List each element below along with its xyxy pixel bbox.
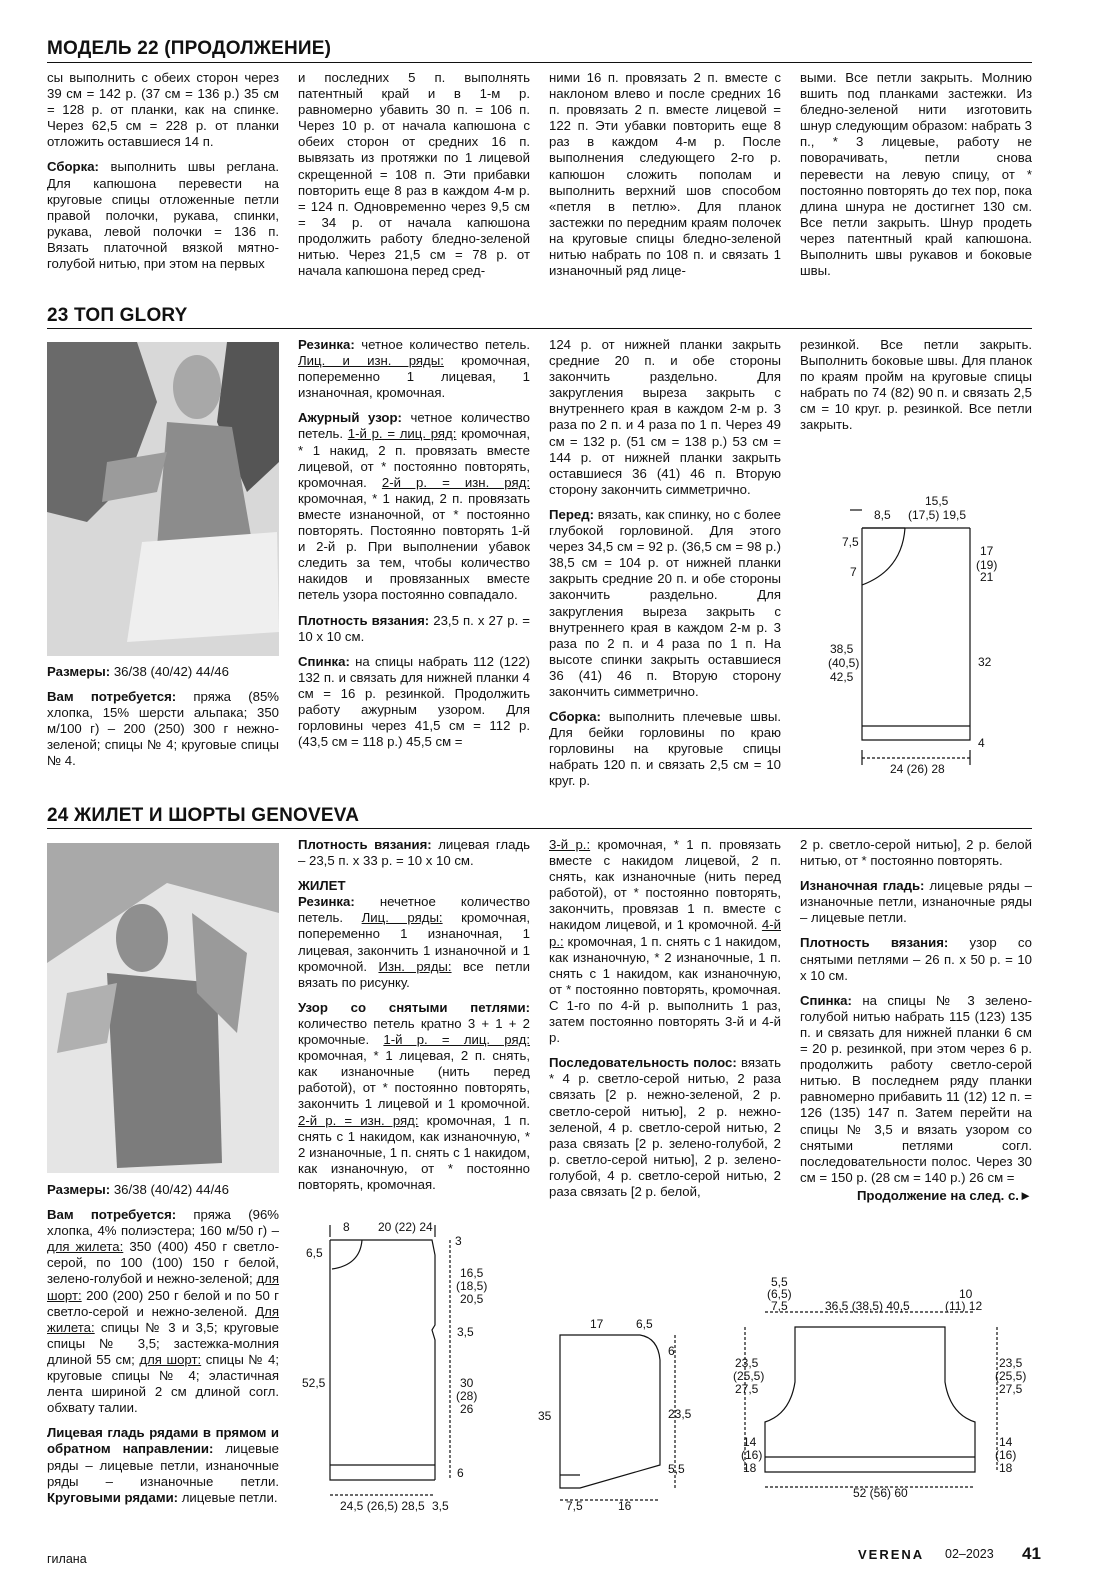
- d23-lm2: (40,5): [828, 656, 860, 670]
- d24a-lm: 52,5: [302, 1376, 326, 1390]
- d24b-l1: 35: [538, 1409, 552, 1423]
- front-schematic: [735, 1272, 1035, 1512]
- d24a-r4a: 30: [460, 1376, 474, 1390]
- s24-col4: 2 р. светло-серой нитью], 2 р. белой нитью, от * постоянно повторять. Изнаночная гладь: лицевые ряды – изнаночные петли, изнаночные ряды – лицевые петли. Плотность вязания: узор со снятыми петлями – 26 п. х 50 р. = 10 х 10 см. Спинка: на спицы № 3 зелено-голубой нитью набрать 115 (123) 135 п. и связать для нижней планки 6 см = 20 р. резинкой, при этом через 6 р. продолжить работу светло-серой нитью. В последнем ряду планки равномерно прибавить 11 (12) 12 п. = 126 (135) 147 п. Затем перейти на спицы № 3,5 и вязать узором со снятыми петлями согл. последовательности полос. Через 30 см = 150 р. (28 см = 140 р.) 26 см = Продолжение на след. с.►: [800, 837, 1032, 1203]
- page-number: 41: [1022, 1544, 1041, 1563]
- d23-lm1: 38,5: [830, 642, 854, 656]
- d24b-r2: 23,5: [668, 1407, 692, 1421]
- d24a-r2b: (18,5): [456, 1279, 488, 1293]
- d24a-r2a: 16,5: [460, 1266, 484, 1280]
- section-23-title: 23 ТОП GLORY: [47, 305, 188, 326]
- d23-r2: (19): [976, 558, 998, 572]
- magazine-name: VERENA: [858, 1547, 925, 1562]
- s22-col3: ними 16 п. провязать 2 п. вместе с наклоном влево и после средних 16 п. провязать 2 п. вместе лицевой = 122 п. Эти убавки повторить еще 8 раз в каждом 4-м р. После выполнения следующего 2-го р. капюшон сложить пополам и выполнить верхний шов способом «петля в петлю». Для планок застежки по передним краям полочек на круговые спицы бледно-зеленой нитью набрать по 108 п. и связать 1 изнаночный ряд лице-: [549, 70, 781, 279]
- d24c-r2a: 14: [999, 1435, 1013, 1449]
- vest-schematic: [300, 1215, 500, 1515]
- d24c-r1a: 23,5: [999, 1356, 1023, 1370]
- d23-r1: 17: [980, 544, 994, 558]
- s23-col3: 124 р. от нижней планки закрыть средние 20 п. и обе стороны закончить раздельно. Для закругления выреза закрыть с внутреннего края в каждом 2-м р. 3 раза по 2 п. и 4 раза по 1 п. Через 49 см = 132 р. (51 см = 138 р.) 53 см = 144 р. от нижней планки закрыть оставшиеся 36 (41) 46 п. Вторую сторону закончить симметрично. Перед: вязать, как спинку, но с более глубокой горловиной. Для этого через 34,5 см = 92 р. (36,5 см = 98 р.) 38,5 см = 104 р. от нижней планки закрыть средние 20 п. и обе стороны закончить раздельно. Для закругления выреза закрыть с внутреннего края в каждом 2-м р. 3 раза по 2 п. и 4 раза по 1 п. На высоте спинки закрыть оставшиеся 36 (41) 46 п. Вторую сторону закончить симметрично. Сборка: выполнить плечевые швы. Для бейки горловины по краю горловины на круговые спицы набрать 120 п. и связать 2,5 см = 10 круг. р.: [549, 337, 781, 789]
- s23-col4: резинкой. Все петли закрыть. Выполнить боковые швы. Для планок по краям пройм на круговые спицы набрать по 74 (82) 90 п. и связать 2,5 см = 10 круг. р. резинкой. Все петли закрыть.: [800, 337, 1032, 433]
- d23-rm: 32: [978, 655, 992, 669]
- d24b-r1: 6: [668, 1344, 675, 1358]
- d24a-r2c: 20,5: [460, 1292, 484, 1306]
- d23-l2: 7: [850, 565, 857, 579]
- section-22-title: МОДЕЛЬ 22 (ПРОДОЛЖЕНИЕ): [47, 38, 332, 59]
- d24a-r5: 6: [457, 1466, 464, 1480]
- d24c-l2b: (16): [741, 1448, 763, 1462]
- s24-col3: 3-й р.: кромочная, * 1 п. провязать вместе с накидом лицевой, 2 п. снять, как изнаночные (нить перед работой), от * постоянно повторять, закончить, провязав 1 п. вместе с накидом лицевой, и 1 кромочной. 4-й р.: кромочная, 1 п. снять с 1 накидом, как изнаночную, * 2 изнаночные, 1 п. снять с 1 накидом, как изнаночную, от * постоянно повторять, кромочная. С 1-го по 4-й р. выполнить 1 раз, затем постоянно повторять 3-й и 4-й р. Последовательность полос: вязать * 4 р. светло-серой нитью, 2 раза связать [2 р. нежно-зеленой, 2 р. светло-серой нитью], 2 р. нежно-зеленой, 4 р. светло-серой нитью, 2 раза связать [2 р. зелено-голубой, 2 р. светло-серой нитью], 2 р. зелено-голубой, 4 р. светло-серой нитью, 2 раза связать [2 р. белой,: [549, 837, 781, 1199]
- d23-top2: 8,5: [874, 508, 891, 522]
- s23-col2: Резинка: четное количество петель. Лиц. и изн. ряды: кромочная, попеременно 1 лицевая, 1 изнаночная, кромочная. Ажурный узор: четное количество петель. 1-й р. = лиц. ряд: кромочная, * 1 накид, 2 п. провязать вместе лицевой, от * постоянно повторять, кромочная. 2-й р. = изн. ряд: кромочная, * 1 накид, 2 п. провязать вместе изнаночной, от * постоянно повторять. Постоянно повторять 1-й и 2-й р. При выполнении убавок следить за тем, чтобы количество накидов и провязанных вместе петель узора постоянно совпадало. Плотность вязания: 23,5 п. х 27 р. = 10 х 10 см. Спинка: на спицы набрать 112 (122) 132 п. и связать для нижней планки 4 см = 16 р. резинкой. Продолжить работу ажурным узором. Для горловины через 41,5 см = 112 р. (43,5 см = 118 р.) 45,5 см =: [298, 337, 531, 750]
- d24b-t2: 6,5: [636, 1317, 653, 1331]
- d24a-r3: 3,5: [457, 1325, 474, 1339]
- d24a-r4c: 26: [460, 1402, 474, 1416]
- d24c-b1: 52 (56) 60: [853, 1486, 908, 1500]
- shorts-schematic: [530, 1310, 700, 1520]
- continued-note: Продолжение на след. с.►: [856, 1187, 1032, 1203]
- s22-col4: выми. Все петли закрыть. Молнию вшить под планками застежки. Из бледно-зеленой нити изготовить шнур следующим образом: набрать 3 п., * 3 лицевые, работу не поворачивать, петли снова перевести на левую спицу, от * постоянно повторять до тех пор, пока длина шнура не достигнет 130 см. Все петли закрыть. Шнур продеть через патентный край капюшона. Выполнить швы рукавов и боковые швы.: [800, 70, 1032, 279]
- d24c-l2a: 14: [743, 1435, 757, 1449]
- d24c-r2b: (16): [995, 1448, 1017, 1462]
- d23-rb: 4: [978, 736, 985, 750]
- footer-credit: гилана: [47, 1552, 87, 1566]
- d24c-t1a: 5,5: [771, 1275, 788, 1289]
- section-24-title: 24 ЖИЛЕТ И ШОРТЫ GENOVEVA: [47, 805, 360, 826]
- d23-r3: 21: [980, 570, 994, 584]
- d24a-l1: 6,5: [306, 1246, 323, 1260]
- s22-col1: [47, 70, 279, 281]
- d24c-r1b: (25,5): [995, 1369, 1027, 1383]
- s24-col2: Плотность вязания: лицевая гладь – 23,5 п. х 33 р. = 10 х 10 см. ЖИЛЕТ Резинка: нечетное количество петель. Лиц. ряды: кромочная, попеременно 1 изнаночная, 1 лицевая, закончить 1 изнаночной и 1 кромочной. Изн. ряды: все петли вязать по рисунку. Узор со снятыми петлями: количество петель кратно 3 + 1 + 2 кромочные. 1-й р. = лиц. ряд: кромочная, * 1 лицевая, 2 п. снять, как изнаночные (нить перед работой), от * постоянно повторять, закончить 1 лицевой и 1 кромочной. 2-й р. = изн. ряд: кромочная, 1 п. снять с 1 накидом, как изнаночную, * 2 изнаночные, 1 п. снять с 1 накидом, как изнаночную, от * постоянно повторять, кромочная.: [298, 837, 531, 1192]
- d24c-t3b: (11) 12: [945, 1299, 983, 1313]
- d23-lm3: 42,5: [830, 670, 854, 684]
- d23-l1: 7,5: [842, 535, 859, 549]
- d23-top3: (17,5) 19,5: [908, 508, 967, 522]
- s24-col1: Размеры: 36/38 (40/42) 44/46 Вам потребуется: пряжа (96% хлопка, 4% полиэстера; 160 м/50 г) – для жилета: 350 (400) 450 г светло-серой, по 100 (100) 150 г белой, зелено-голубой и нежно-зеленой; для шорт: 200 (200) 250 г белой и по 50 г светло-серой и нежно-зеленой. Для жилета: спицы № 3 и 3,5; круговые спицы № 3,5; застежка-молния длиной 55 см; для шорт: спицы № 4; круговые спицы № 4; эластичная лента шириной 2 см длиной согл. обхвату талии. Лицевая гладь рядами в прямом и обратном направлении: лицевые ряды – лицевые петли, изнаночные ряды – изнаночные петли. Круговыми рядами: лицевые петли.: [47, 1182, 279, 1505]
- d24a-b1: 24,5 (26,5) 28,5: [340, 1499, 425, 1513]
- section-22-rule: [47, 62, 1032, 63]
- d24c-r1c: 27,5: [999, 1382, 1023, 1396]
- d24c-t3a: 10: [959, 1287, 973, 1301]
- d24a-t2: 20 (22) 24: [378, 1220, 433, 1234]
- d23-top: 15,5: [925, 494, 949, 508]
- s22-col1-p1: сы выполнить с обеих сторон через 39 см = 142 р. (37 см = 136 р.) 35 см = 128 р. от планки, как на спинке. Через 62,5 см = 228 р. от планки отложить оставшиеся 14 п.: [47, 70, 279, 150]
- d24c-l1c: 27,5: [735, 1382, 759, 1396]
- d24b-r3: 5,5: [668, 1462, 685, 1476]
- d24b-t1: 17: [590, 1317, 604, 1331]
- d24b-b2: 16: [618, 1499, 632, 1513]
- d24c-t1b: (6,5): [767, 1287, 792, 1301]
- d24a-b2: 3,5: [432, 1499, 449, 1513]
- s22-col1-p2: Сборка: выполнить швы реглана. Для капюшона перевести на круговые спицы отложенные петли правой полочки, рукава, спинки, рукава, левой полочки = 136 п. Вязать платочной вязкой мятно-голубой нитью, при этом на первых: [47, 159, 279, 272]
- d24a-r1: 3: [455, 1234, 462, 1248]
- d24c-t1c: 7,5: [771, 1299, 788, 1313]
- section-24-rule: [47, 828, 1032, 829]
- s23-col1: Размеры: 36/38 (40/42) 44/46 Вам потребуется: пряжа (85% хлопка, 15% шерсти альпака; 350 м/100 г) – 200 (250) 300 г нежно-зеленой; спицы № 4; круговые спицы № 4.: [47, 664, 279, 769]
- d24b-b1: 7,5: [566, 1499, 583, 1513]
- top-23-schematic: [830, 490, 1010, 780]
- d24c-r2c: 18: [999, 1461, 1013, 1475]
- model-24-photo: [47, 843, 279, 1173]
- section-23-rule: [47, 328, 1032, 329]
- model-23-photo: [47, 342, 279, 656]
- d24c-t2: 36,5 (38,5) 40,5: [825, 1299, 910, 1313]
- d24c-l1b: (25,5): [733, 1369, 765, 1383]
- d23-bottom: 24 (26) 28: [890, 762, 945, 776]
- d24c-l1a: 23,5: [735, 1356, 759, 1370]
- magazine-issue: 02–2023: [945, 1547, 994, 1561]
- d24a-r4b: (28): [456, 1389, 478, 1403]
- d24a-t1: 8: [343, 1220, 350, 1234]
- d24c-l2c: 18: [743, 1461, 757, 1475]
- s22-col2: и последних 5 п. выполнять патентный край и в 1-м р. равномерно убавить 30 п. = 106 п. Через 10 р. от начала капюшона с обеих сторон от средних 16 п. вывязать из протяжки по 1 лицевой скрещенной = 108 п. Эти прибавки повторить еще 8 раз в каждом 4-м р. = 124 п. Одновременно через 9,5 см = 34 р. от начала капюшона продолжить работу бледно-зеленой нитью. Через 21,5 см = 78 р. от начала капюшона перед сред-: [298, 70, 530, 279]
